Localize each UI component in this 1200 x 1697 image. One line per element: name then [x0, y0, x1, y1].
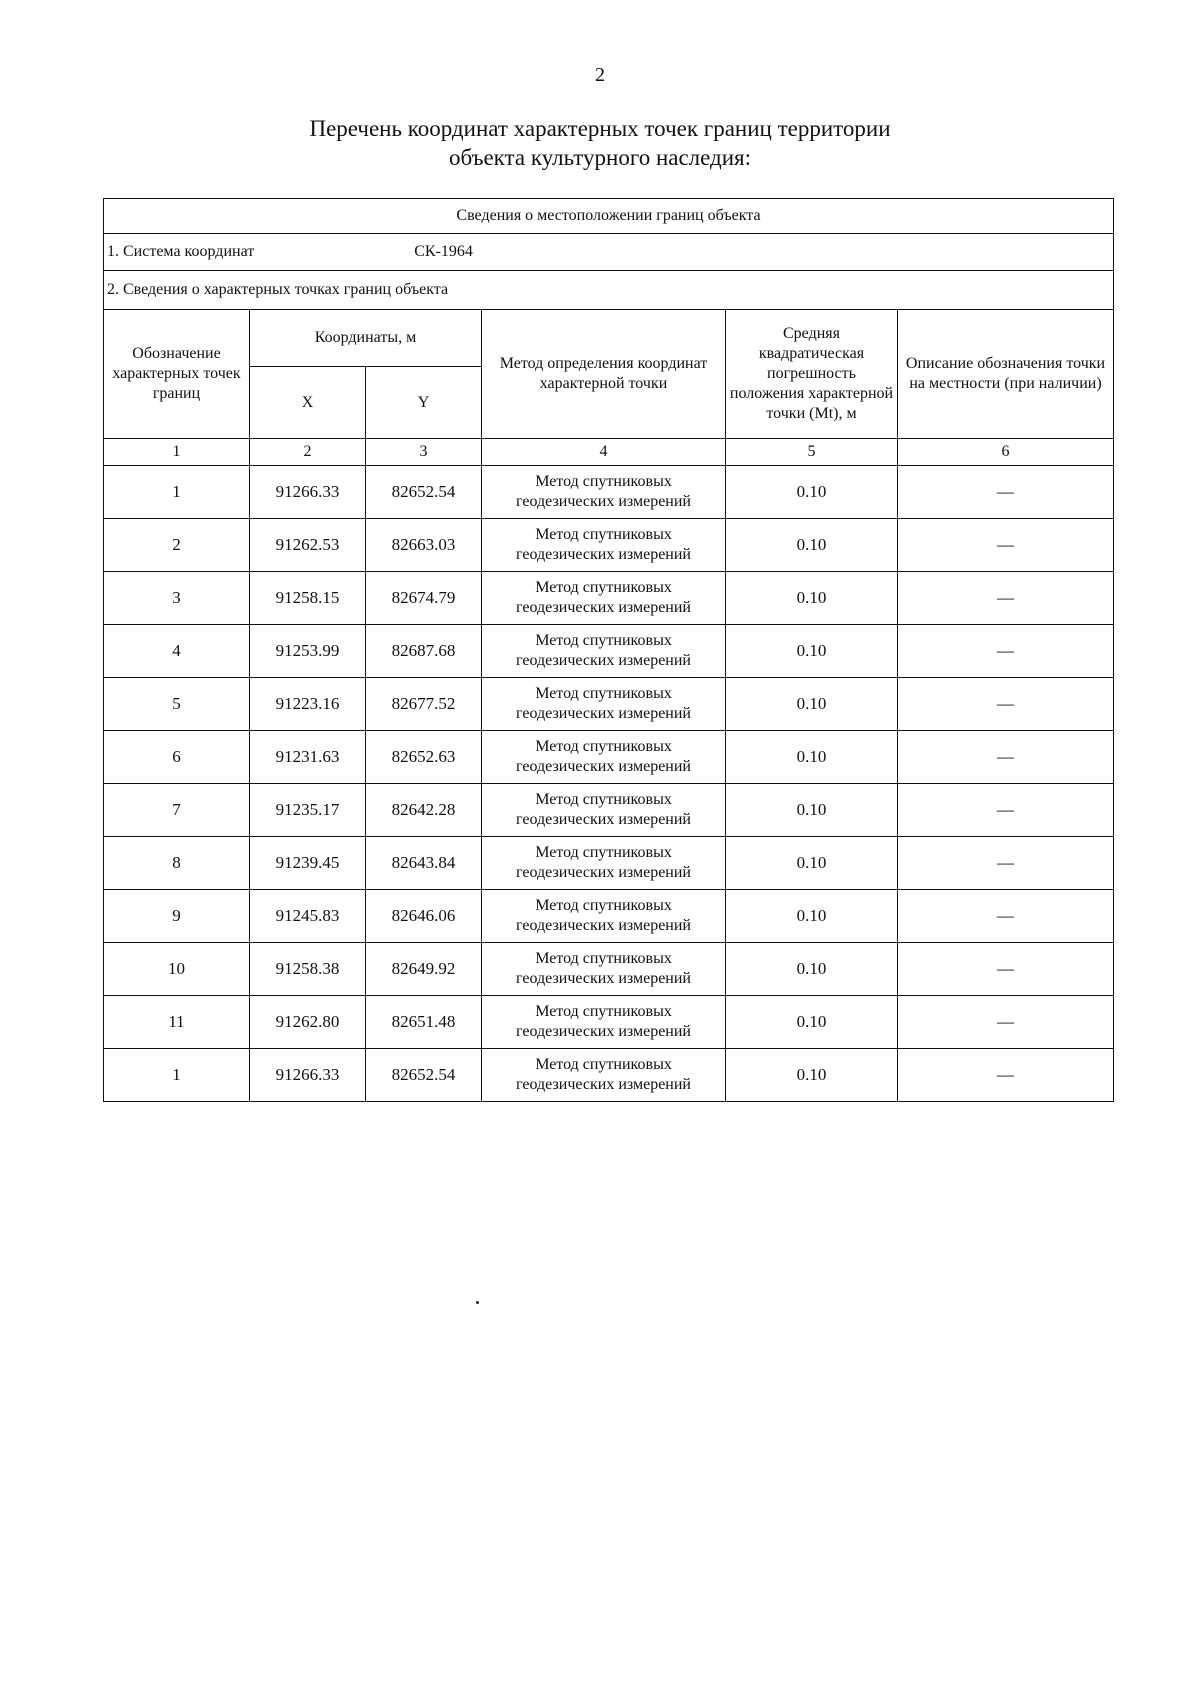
method-cell: Метод спутниковых геодезических измерений [482, 1049, 726, 1102]
y-cell: 82674.79 [366, 572, 482, 625]
y-cell: 82687.68 [366, 625, 482, 678]
x-cell: 91223.16 [250, 678, 366, 731]
y-cell: 82651.48 [366, 996, 482, 1049]
point-cell: 8 [104, 837, 250, 890]
table-row [104, 1049, 1114, 1102]
table-row [104, 731, 1114, 784]
method-cell: Метод спутниковых геодезических измерений [482, 625, 726, 678]
point-cell: 9 [104, 890, 250, 943]
accuracy-cell: 0.10 [726, 625, 898, 678]
header-x: X [250, 367, 366, 439]
point-cell: 6 [104, 731, 250, 784]
coord-system-label: 1. Система координат [107, 243, 255, 260]
header-description: Описание обозначения точки на местности (при наличии) [898, 310, 1114, 439]
coord-system-row [104, 234, 1114, 271]
accuracy-cell: 0.10 [726, 572, 898, 625]
point-cell: 4 [104, 625, 250, 678]
y-cell: 82646.06 [366, 890, 482, 943]
accuracy-cell: 0.10 [726, 837, 898, 890]
column-numbers-row [104, 439, 1114, 466]
column-number: 5 [726, 439, 898, 466]
x-cell: 91235.17 [250, 784, 366, 837]
accuracy-cell: 0.10 [726, 996, 898, 1049]
method-cell: Метод спутниковых геодезических измерений [482, 943, 726, 996]
method-cell: Метод спутниковых геодезических измерений [482, 678, 726, 731]
accuracy-cell: 0.10 [726, 784, 898, 837]
description-cell: — [898, 837, 1114, 890]
method-cell: Метод спутниковых геодезических измерений [482, 890, 726, 943]
accuracy-cell: 0.10 [726, 731, 898, 784]
x-cell: 91258.38 [250, 943, 366, 996]
description-cell: — [898, 731, 1114, 784]
description-cell: — [898, 890, 1114, 943]
y-cell: 82652.54 [366, 1049, 482, 1102]
table-row [104, 837, 1114, 890]
method-cell: Метод спутниковых геодезических измерений [482, 837, 726, 890]
y-cell: 82652.54 [366, 466, 482, 519]
accuracy-cell: 0.10 [726, 519, 898, 572]
x-cell: 91262.53 [250, 519, 366, 572]
x-cell: 91245.83 [250, 890, 366, 943]
header-accuracy: Средняя квадратическая погрешность положения характерной точки (Mt), м [726, 310, 898, 439]
table-row [104, 466, 1114, 519]
table-row [104, 519, 1114, 572]
description-cell: — [898, 996, 1114, 1049]
x-cell: 91262.80 [250, 996, 366, 1049]
header-method: Метод определения координат характерной точки [482, 310, 726, 439]
point-cell: 10 [104, 943, 250, 996]
point-cell: 3 [104, 572, 250, 625]
x-cell: 91258.15 [250, 572, 366, 625]
table-row [104, 678, 1114, 731]
method-cell: Метод спутниковых геодезических измерений [482, 996, 726, 1049]
coord-system-value: СК-1964 [414, 243, 473, 260]
point-cell: 7 [104, 784, 250, 837]
y-cell: 82677.52 [366, 678, 482, 731]
column-number: 2 [250, 439, 366, 466]
y-cell: 82652.63 [366, 731, 482, 784]
y-cell: 82642.28 [366, 784, 482, 837]
description-cell: — [898, 625, 1114, 678]
table-row [104, 943, 1114, 996]
y-cell: 82663.03 [366, 519, 482, 572]
table-row [104, 572, 1114, 625]
accuracy-cell: 0.10 [726, 890, 898, 943]
method-cell: Метод спутниковых геодезических измерений [482, 466, 726, 519]
description-cell: — [898, 678, 1114, 731]
accuracy-cell: 0.10 [726, 678, 898, 731]
table-row [104, 625, 1114, 678]
title-line-2: объекта культурного наследия: [448, 145, 752, 170]
description-cell: — [898, 784, 1114, 837]
scan-speck [476, 1301, 479, 1304]
title-line-1: Перечень координат характерных точек границ территории [309, 116, 891, 141]
point-cell: 5 [104, 678, 250, 731]
description-cell: — [898, 466, 1114, 519]
section-title: Сведения о местоположении границ объекта [104, 199, 1114, 234]
point-cell: 2 [104, 519, 250, 572]
x-cell: 91253.99 [250, 625, 366, 678]
coordinates-table [103, 198, 1114, 1102]
description-cell: — [898, 943, 1114, 996]
x-cell: 91266.33 [250, 1049, 366, 1102]
column-number: 4 [482, 439, 726, 466]
accuracy-cell: 0.10 [726, 943, 898, 996]
table-row [104, 890, 1114, 943]
method-cell: Метод спутниковых геодезических измерений [482, 731, 726, 784]
x-cell: 91231.63 [250, 731, 366, 784]
description-cell: — [898, 572, 1114, 625]
table-row [104, 784, 1114, 837]
method-cell: Метод спутниковых геодезических измерений [482, 572, 726, 625]
header-y: Y [366, 367, 482, 439]
description-cell: — [898, 519, 1114, 572]
accuracy-cell: 0.10 [726, 1049, 898, 1102]
table-row [104, 996, 1114, 1049]
x-cell: 91239.45 [250, 837, 366, 890]
method-cell: Метод спутниковых геодезических измерений [482, 519, 726, 572]
x-cell: 91266.33 [250, 466, 366, 519]
column-number: 6 [898, 439, 1114, 466]
y-cell: 82649.92 [366, 943, 482, 996]
header-point-designation: Обозначение характерных точек границ [104, 310, 250, 439]
accuracy-cell: 0.10 [726, 466, 898, 519]
document-title [0, 114, 1200, 172]
column-number: 3 [366, 439, 482, 466]
point-cell: 11 [104, 996, 250, 1049]
y-cell: 82643.84 [366, 837, 482, 890]
method-cell: Метод спутниковых геодезических измерений [482, 784, 726, 837]
header-coordinates: Координаты, м [250, 310, 482, 367]
column-number: 1 [104, 439, 250, 466]
point-cell: 1 [104, 466, 250, 519]
page-number: 2 [595, 64, 605, 86]
description-cell: — [898, 1049, 1114, 1102]
points-section-title: 2. Сведения о характерных точках границ объекта [104, 271, 1114, 310]
point-cell: 1 [104, 1049, 250, 1102]
